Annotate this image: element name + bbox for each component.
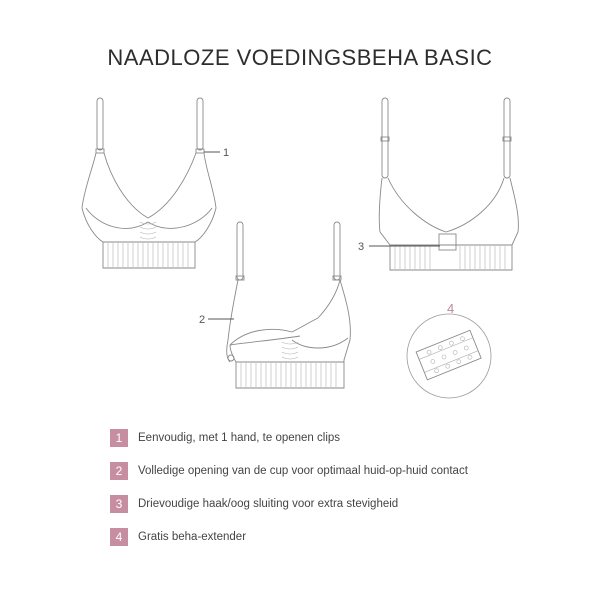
feature-badge-1: 1 <box>110 429 128 447</box>
feature-item-2 <box>110 461 468 481</box>
callout-4: 4 <box>447 301 455 316</box>
feature-badge-2: 2 <box>110 462 128 480</box>
feature-text-4: Gratis beha-extender <box>138 531 247 543</box>
feature-item-1 <box>110 428 340 448</box>
front-view-drawing <box>82 98 229 268</box>
callout-2: 2 <box>199 314 206 326</box>
feature-text-2: Volledige opening van de cup voor optimaal huid-op-huid contact <box>138 465 468 477</box>
nursing-view-drawing <box>199 222 350 388</box>
callout-1: 1 <box>223 147 230 159</box>
callout-3: 3 <box>358 241 365 253</box>
extender-detail <box>407 301 491 398</box>
feature-text-3: Drievoudige haak/oog sluiting voor extra stevigheid <box>138 498 399 510</box>
back-view-drawing <box>358 98 518 270</box>
feature-badge-4: 4 <box>110 528 128 546</box>
page-title: NAADLOZE VOEDINGSBEHA BASIC <box>107 45 493 70</box>
feature-badge-3: 3 <box>110 495 128 513</box>
feature-item-3 <box>110 494 398 514</box>
feature-text-1: Eenvoudig, met 1 hand, te openen clips <box>138 432 341 444</box>
feature-item-4 <box>110 527 246 547</box>
